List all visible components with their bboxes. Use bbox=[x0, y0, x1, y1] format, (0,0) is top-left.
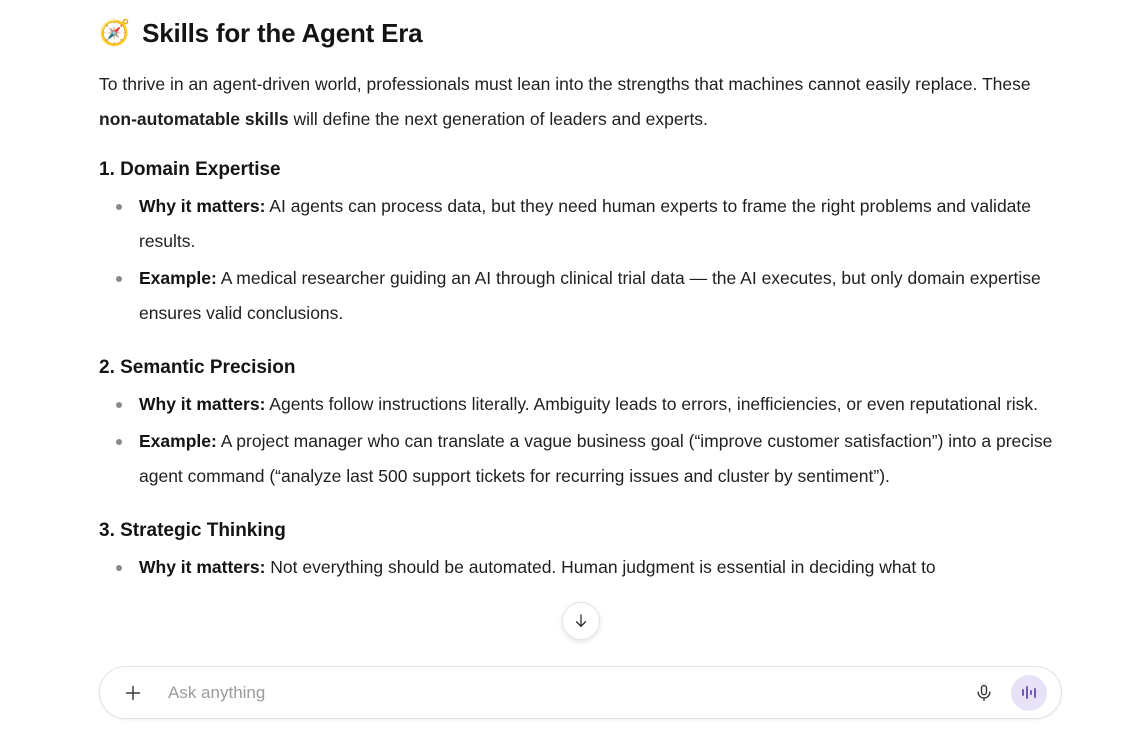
intro-paragraph bbox=[99, 67, 1049, 137]
page-title bbox=[99, 18, 1059, 49]
section-bullets bbox=[99, 189, 1059, 331]
bullet-label: Why it matters: bbox=[139, 557, 266, 577]
bullet-label: Example: bbox=[139, 268, 217, 288]
intro-part1: To thrive in an agent-driven world, professionals must lean into the strengths that machines cannot easily replace. These bbox=[99, 74, 1031, 94]
bullet-label: Why it matters: bbox=[139, 394, 266, 414]
section-heading: 3. Strategic Thinking bbox=[99, 520, 286, 541]
section-semantic-precision bbox=[99, 357, 1059, 494]
list-item bbox=[99, 189, 1059, 259]
composer-bar[interactable] bbox=[99, 666, 1062, 719]
bullet-text: A medical researcher guiding an AI through clinical trial data — the AI executes, but only domain expertise ensures valid conclusions. bbox=[139, 268, 1041, 323]
list-item bbox=[99, 261, 1059, 331]
list-item bbox=[99, 387, 1059, 422]
microphone-button[interactable] bbox=[967, 676, 1001, 710]
bullet-text: A project manager who can translate a vague business goal (“improve customer satisfaction”) into a precise agent command (“analyze last 500 support tickets for recurring issues and cluster by sentiment”). bbox=[139, 431, 1053, 486]
bullet-text: AI agents can process data, but they need human experts to frame the right problems and validate results. bbox=[139, 196, 1032, 251]
scroll-to-bottom-button[interactable] bbox=[562, 602, 600, 640]
page-title-text: Skills for the Agent Era bbox=[142, 18, 423, 48]
bullet-text: Agents follow instructions literally. Ambiguity leads to errors, inefficiencies, or even reputational risk. bbox=[265, 394, 1039, 414]
intro-part2: will define the next generation of leaders and experts. bbox=[288, 109, 708, 129]
bullet-text: Not everything should be automated. Human judgment is essential in deciding what to bbox=[265, 557, 936, 577]
voice-mode-button[interactable] bbox=[1011, 675, 1047, 711]
bullet-label: Why it matters: bbox=[139, 196, 266, 216]
section-strategic-thinking bbox=[99, 520, 1059, 585]
microphone-icon bbox=[974, 683, 994, 703]
plus-icon bbox=[122, 682, 144, 704]
arrow-down-icon bbox=[572, 612, 590, 630]
voice-waveform-icon bbox=[1022, 685, 1036, 701]
section-heading: 1. Domain Expertise bbox=[99, 159, 281, 180]
list-item bbox=[99, 424, 1059, 494]
add-attachment-button[interactable] bbox=[118, 678, 148, 708]
composer-area bbox=[0, 662, 1139, 748]
section-heading: 2. Semantic Precision bbox=[99, 357, 296, 378]
list-item bbox=[99, 550, 1059, 585]
section-bullets bbox=[99, 550, 1059, 585]
section-bullets bbox=[99, 387, 1059, 494]
intro-bold: non-automatable skills bbox=[99, 109, 289, 129]
bullet-label: Example: bbox=[139, 431, 217, 451]
section-domain-expertise bbox=[99, 159, 1059, 331]
search-input[interactable] bbox=[166, 682, 967, 704]
compass-icon: 🧭 bbox=[99, 19, 131, 47]
